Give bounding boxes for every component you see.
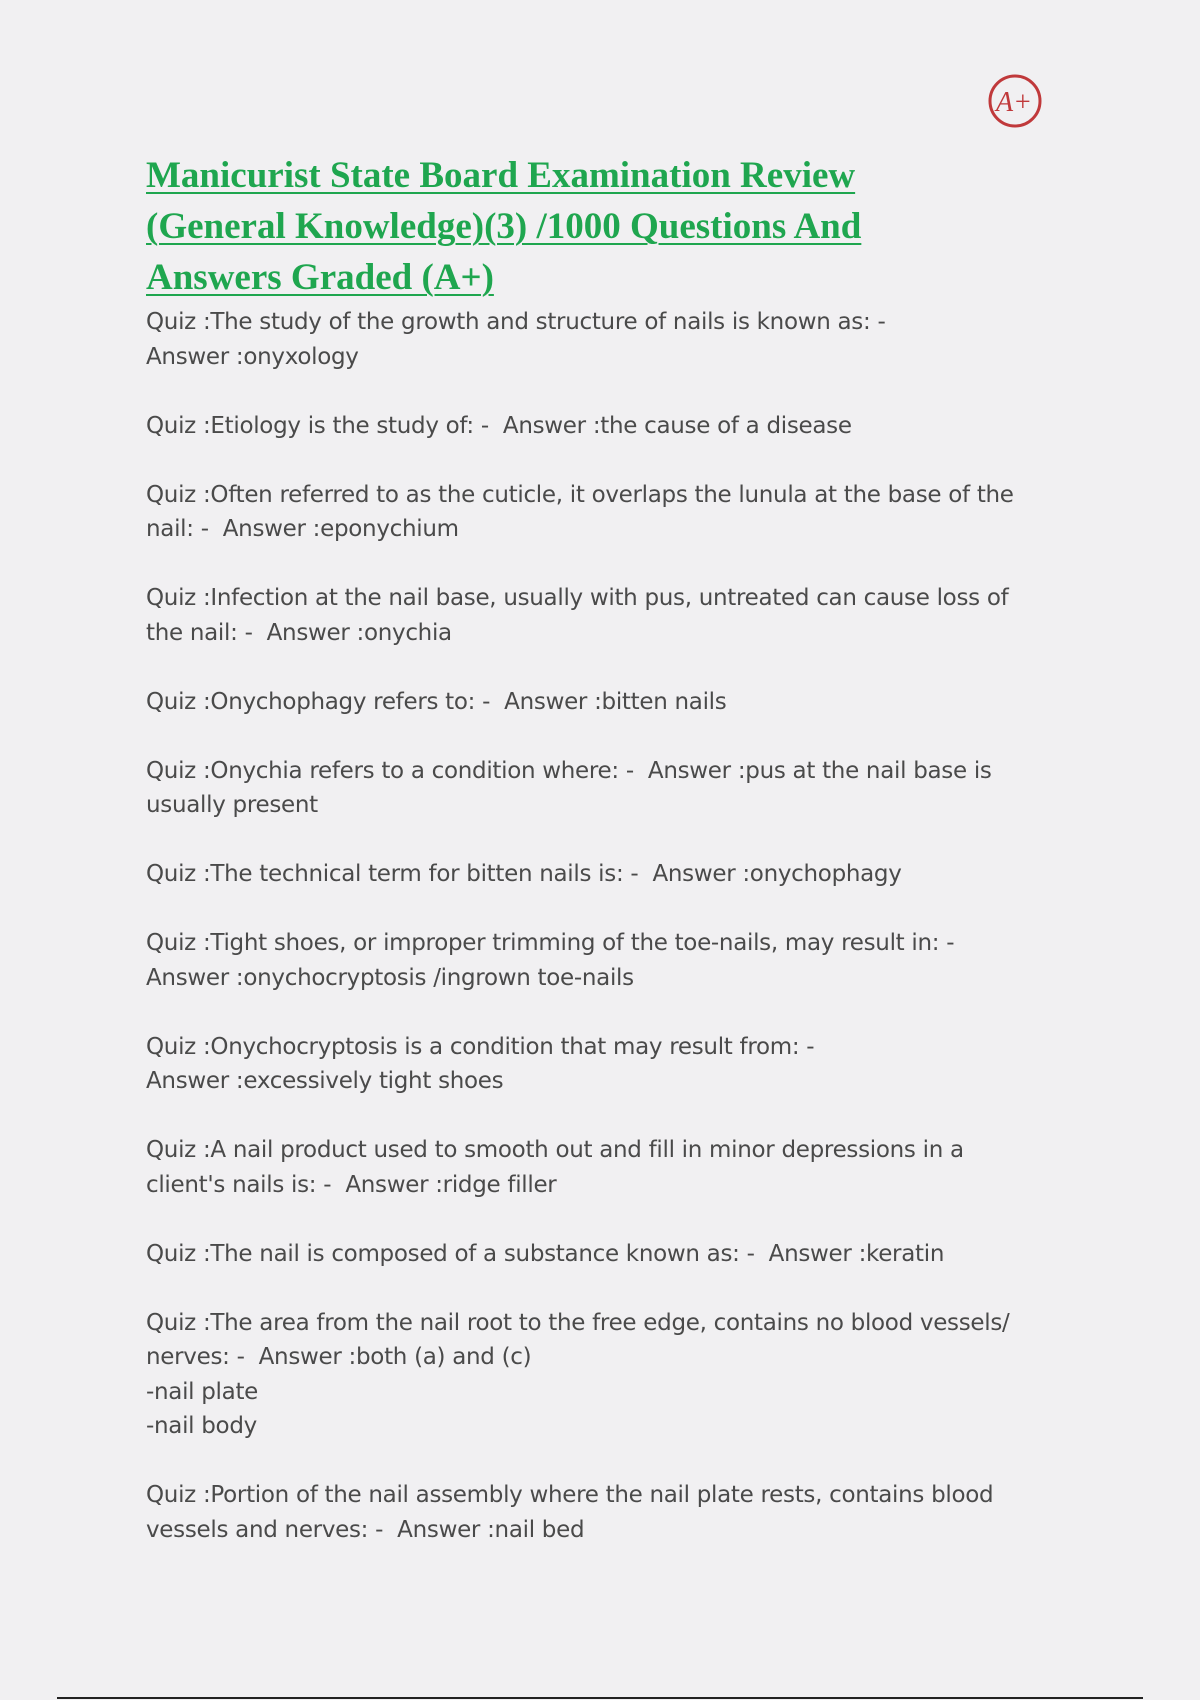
qa-question: Quiz :Portion of the nail assembly where the nail plate rests, contains blood vessels and nerves: - xyxy=(146,1482,994,1543)
footer-divider xyxy=(57,1697,1143,1699)
qa-separator xyxy=(245,1344,259,1370)
qa-item xyxy=(146,754,1046,823)
qa-answer: Answer :eponychium xyxy=(222,516,459,542)
qa-question: Quiz :Onychia refers to a condition where: - xyxy=(146,757,634,784)
qa-item xyxy=(146,581,1046,650)
qa-answer: Answer :onychia xyxy=(266,619,452,646)
qa-item xyxy=(146,305,1046,374)
qa-answer: Answer :the cause of a disease xyxy=(502,412,852,439)
qa-separator xyxy=(634,758,648,784)
qa-question: Quiz :Infection at the nail base, usually with pus, untreated can cause loss of the nail: - xyxy=(146,585,1009,646)
qa-separator xyxy=(209,516,223,542)
qa-answer: Answer :ridge filler xyxy=(345,1171,557,1198)
qa-item xyxy=(146,685,1046,720)
qa-item xyxy=(146,857,1046,892)
qa-item xyxy=(146,1133,1046,1202)
qa-answer: Answer :pus at the nail base is usually present xyxy=(146,757,992,818)
qa-question: Quiz :The study of the growth and structure of nails is known as: - xyxy=(146,309,886,335)
qa-item xyxy=(146,1478,1046,1547)
qa-question: Quiz :Onychocryptosis is a condition that may result from: - xyxy=(146,1033,815,1060)
a-plus-grade-stamp-icon xyxy=(987,73,1043,129)
qa-separator xyxy=(331,1172,345,1198)
qa-list xyxy=(146,305,1046,1547)
qa-question: Quiz :Often referred to as the cuticle, it overlaps the lunula at the base of the nail: - xyxy=(146,481,1014,542)
document-title: Manicurist State Board Examination Review (General Knowledge)(3) /1000 Questions And Answers Graded (A+) xyxy=(146,155,862,298)
qa-separator xyxy=(489,413,503,439)
qa-question: Quiz :The nail is composed of a substance known as: - xyxy=(146,1240,755,1267)
svg-text:A+: A+ xyxy=(996,87,1032,118)
qa-item xyxy=(146,1306,1046,1444)
qa-item xyxy=(146,478,1046,547)
qa-question: Quiz :The technical term for bitten nails is: - xyxy=(146,861,639,887)
qa-answer-options: -nail plate -nail body xyxy=(146,1378,259,1439)
qa-question: Quiz :Etiology is the study of: - xyxy=(146,412,489,439)
qa-separator xyxy=(383,1517,397,1543)
qa-answer: Answer :excessively tight shoes xyxy=(146,1068,504,1094)
qa-answer: Answer :nail bed xyxy=(397,1516,585,1543)
qa-answer: Answer :onychophagy xyxy=(652,861,902,887)
qa-answer: Answer :keratin xyxy=(768,1240,945,1267)
qa-question: Quiz :A nail product used to smooth out and fill in minor depressions in a client's nails is: - xyxy=(146,1137,964,1198)
qa-answer: Answer :onyxology xyxy=(146,343,359,370)
qa-item xyxy=(146,409,1046,444)
qa-question: Quiz :Tight shoes, or improper trimming of the toe-nails, may result in: - xyxy=(146,930,955,956)
qa-answer: Answer :bitten nails xyxy=(504,688,727,715)
qa-item xyxy=(146,926,1046,995)
qa-separator xyxy=(638,861,652,887)
qa-separator xyxy=(755,1241,769,1267)
qa-item xyxy=(146,1030,1046,1099)
qa-answer: Answer :both (a) and (c) xyxy=(258,1344,532,1370)
document-content xyxy=(146,150,1046,1582)
qa-question: Quiz :Onychophagy refers to: - xyxy=(146,688,491,715)
qa-item xyxy=(146,1237,1046,1272)
qa-separator xyxy=(253,620,267,646)
qa-question: Quiz :The area from the nail root to the free edge, contains no blood vessels/ nerves: - xyxy=(146,1309,1010,1370)
qa-answer: Answer :onychocryptosis /ingrown toe-nails xyxy=(146,964,634,991)
qa-separator xyxy=(490,689,504,715)
